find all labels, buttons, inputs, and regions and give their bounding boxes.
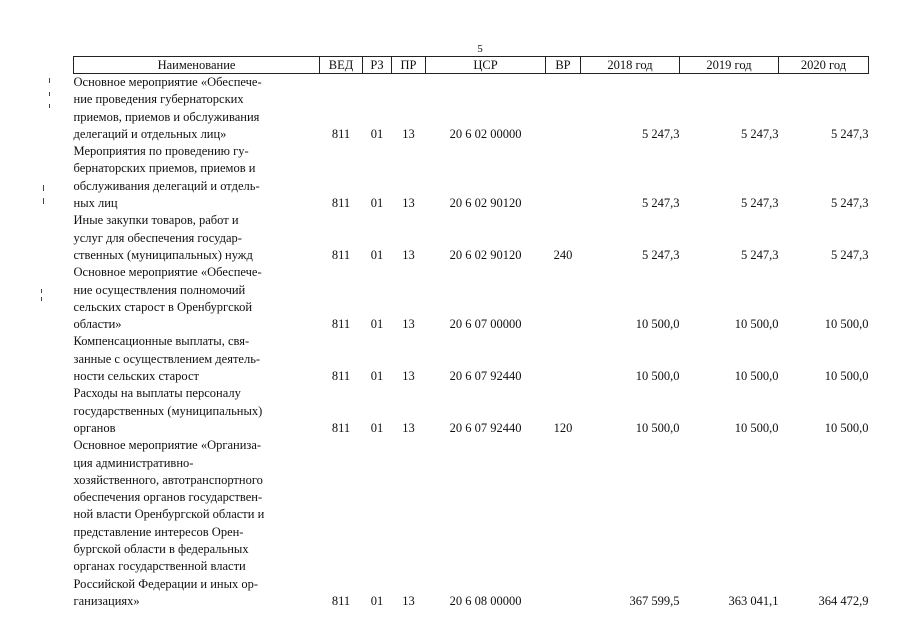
row-name-line: Расходы на выплаты персоналу — [73, 386, 241, 401]
scan-mark — [43, 198, 44, 204]
cell-pr: 13 — [402, 247, 415, 262]
row-name-line: ных лиц — [73, 196, 118, 211]
row-name — [74, 143, 320, 212]
row-name-line: бургской области в федеральных — [73, 542, 249, 557]
header-2018: 2018 год — [581, 57, 680, 74]
row-name-line: ние осуществления полномочий — [73, 282, 246, 297]
row-name-line: Иные закупки товаров, работ и — [73, 213, 239, 228]
cell-rz: 01 — [370, 317, 384, 332]
scan-mark — [41, 297, 42, 301]
cell-2018: 5 247,3 — [642, 126, 680, 141]
table-row — [74, 74, 869, 144]
row-name-line: бернаторских приемов, приемов и — [73, 161, 256, 176]
cell-pr: 13 — [402, 593, 415, 608]
table-row — [74, 264, 869, 333]
row-name-line: хозяйственного, автотранспортного — [73, 472, 263, 487]
table-row — [74, 333, 869, 385]
cell-rz: 01 — [370, 126, 384, 141]
cell-2018: 10 500,0 — [635, 420, 680, 435]
cell-csr: 20 6 02 00000 — [449, 126, 522, 141]
table-row — [74, 212, 869, 264]
cell-ved: 811 — [331, 420, 351, 435]
row-name-line: ние проведения губернаторских — [73, 92, 244, 107]
header-csr: ЦСР — [426, 57, 546, 74]
cell-2020: 5 247,3 — [831, 247, 869, 262]
cell-2020: 364 472,9 — [818, 593, 869, 608]
row-name-line: Основное мероприятие «Обеспече- — [73, 265, 262, 280]
scan-mark — [49, 92, 50, 96]
row-name-line: ственных (муниципальных) нужд — [73, 247, 253, 262]
row-name-line: Мероприятия по проведению гу- — [73, 144, 249, 159]
row-name-line: представление интересов Орен- — [73, 524, 244, 539]
budget-table — [73, 56, 869, 610]
row-name-line: ности сельских старост — [73, 369, 199, 384]
row-name-line: органов — [73, 420, 116, 435]
cell-vr — [546, 264, 581, 333]
cell-ved: 811 — [331, 196, 351, 211]
cell-2019: 10 500,0 — [734, 420, 779, 435]
cell-vr — [546, 74, 581, 144]
cell-csr: 20 6 07 92440 — [449, 369, 522, 384]
cell-csr: 20 6 08 00000 — [449, 593, 522, 608]
cell-csr: 20 6 07 92440 — [449, 420, 522, 435]
row-name-line: сельских старост в Оренбургской — [73, 299, 253, 314]
scan-mark — [43, 185, 44, 191]
scan-mark — [41, 289, 42, 293]
header-ved: ВЕД — [320, 57, 363, 74]
row-name-line: занные с осуществлением деятель- — [73, 351, 261, 366]
cell-2020: 5 247,3 — [831, 126, 869, 141]
table-row — [74, 143, 869, 212]
row-name-line: услуг для обеспечения государ- — [73, 230, 242, 245]
cell-pr: 13 — [402, 196, 415, 211]
table-row — [74, 437, 869, 610]
row-name-line: ция административно- — [73, 455, 194, 470]
header-rz: РЗ — [363, 57, 392, 74]
scan-mark — [49, 78, 50, 83]
cell-ved: 811 — [331, 593, 351, 608]
cell-csr: 20 6 02 90120 — [449, 196, 522, 211]
cell-vr — [546, 143, 581, 212]
cell-2019: 363 041,1 — [728, 593, 779, 608]
row-name-line: Основное мероприятие «Организа- — [73, 438, 262, 453]
row-name — [74, 212, 320, 264]
row-name-line: обслуживания делегаций и отдель- — [73, 178, 260, 193]
cell-pr: 13 — [402, 369, 415, 384]
cell-ved: 811 — [331, 126, 351, 141]
cell-2019: 5 247,3 — [741, 247, 779, 262]
cell-rz: 01 — [370, 247, 384, 262]
header-name: Наименование — [74, 57, 320, 74]
row-name-line: ной власти Оренбургской области и — [73, 507, 265, 522]
cell-2019: 10 500,0 — [734, 317, 779, 332]
row-name-line: обеспечения органов государствен- — [73, 490, 263, 505]
cell-rz: 01 — [370, 593, 384, 608]
header-2020: 2020 год — [779, 57, 869, 74]
cell-rz: 01 — [370, 369, 384, 384]
cell-vr — [546, 437, 581, 610]
row-name-line: приемов, приемов и обслуживания — [73, 109, 260, 124]
cell-2018: 10 500,0 — [635, 369, 680, 384]
cell-2019: 10 500,0 — [734, 369, 779, 384]
cell-rz: 01 — [370, 196, 384, 211]
cell-2018: 5 247,3 — [642, 196, 680, 211]
row-name-line: органах государственной власти — [73, 559, 246, 574]
cell-pr: 13 — [402, 420, 415, 435]
cell-2020: 5 247,3 — [831, 196, 869, 211]
cell-rz: 01 — [370, 420, 384, 435]
header-pr: ПР — [392, 57, 426, 74]
row-name-line: области» — [73, 317, 122, 332]
table-body — [74, 74, 869, 611]
row-name-line: ганизациях» — [73, 593, 140, 608]
cell-ved: 811 — [331, 317, 351, 332]
cell-2020: 10 500,0 — [824, 317, 869, 332]
cell-2018: 10 500,0 — [635, 317, 680, 332]
cell-2020: 10 500,0 — [824, 420, 869, 435]
row-name — [74, 385, 320, 437]
cell-vr: 240 — [553, 247, 573, 262]
cell-csr: 20 6 02 90120 — [449, 247, 522, 262]
cell-pr: 13 — [402, 126, 415, 141]
page-number: 5 — [477, 43, 483, 55]
row-name-line: Российской Федерации и иных ор- — [73, 576, 259, 591]
cell-2018: 5 247,3 — [642, 247, 680, 262]
header-2019: 2019 год — [680, 57, 779, 74]
cell-ved: 811 — [331, 247, 351, 262]
row-name-line: государственных (муниципальных) — [73, 403, 263, 418]
table-row — [74, 385, 869, 437]
table-header-row — [74, 57, 869, 74]
cell-csr: 20 6 07 00000 — [449, 317, 522, 332]
row-name — [74, 333, 320, 385]
row-name-line: делегаций и отдельных лиц» — [73, 126, 227, 141]
cell-2019: 5 247,3 — [741, 196, 779, 211]
cell-vr — [546, 333, 581, 385]
cell-2019: 5 247,3 — [741, 126, 779, 141]
cell-vr: 120 — [553, 420, 573, 435]
cell-2020: 10 500,0 — [824, 369, 869, 384]
header-vr: ВР — [546, 57, 581, 74]
cell-pr: 13 — [402, 317, 415, 332]
cell-ved: 811 — [331, 369, 351, 384]
row-name — [74, 437, 320, 610]
row-name-line: Компенсационные выплаты, свя- — [73, 334, 250, 349]
row-name-line: Основное мероприятие «Обеспече- — [73, 75, 262, 89]
scan-mark — [49, 104, 50, 108]
row-name — [74, 74, 320, 144]
row-name — [74, 264, 320, 333]
cell-2018: 367 599,5 — [629, 593, 680, 608]
